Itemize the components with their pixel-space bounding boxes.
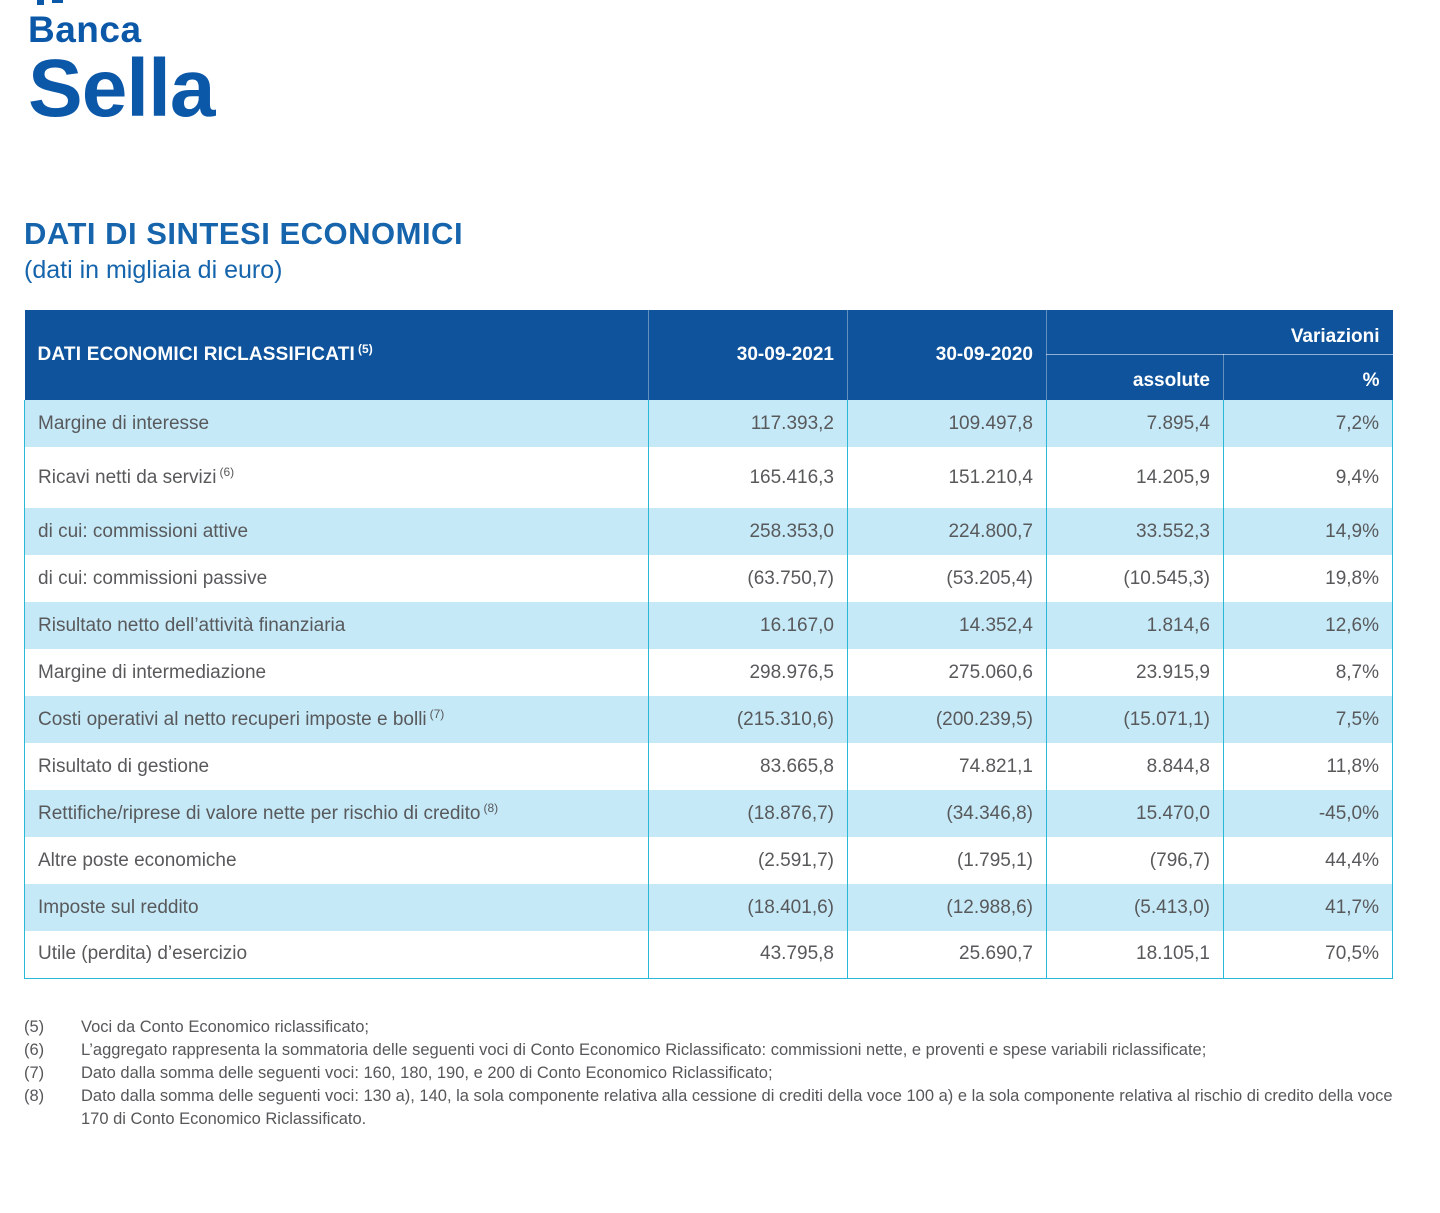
row-label-text: Utile (perdita) d’esercizio [38, 943, 248, 965]
value-2021: (215.310,6) [649, 696, 848, 743]
value-2020: 109.497,8 [848, 400, 1047, 447]
header-label-text: DATI ECONOMICI RICLASSIFICATI [37, 344, 356, 365]
row-label [25, 649, 649, 696]
header-label-sup: (5) [358, 342, 373, 356]
value-variazione-percentuale: 19,8% [1224, 555, 1393, 602]
row-label [25, 790, 649, 837]
row-label [25, 743, 649, 790]
value-variazione-assoluta: (10.545,3) [1047, 555, 1224, 602]
table-header [25, 310, 1393, 400]
value-variazione-percentuale: 7,2% [1224, 400, 1393, 447]
value-2020: 151.210,4 [848, 447, 1047, 508]
value-2020: (12.988,6) [848, 884, 1047, 931]
dati-economici-table [24, 310, 1393, 979]
footnote-number: (6) [24, 1041, 45, 1059]
value-variazione-percentuale: 7,5% [1224, 696, 1393, 743]
table-row [25, 743, 1393, 790]
column-header-2021: 30-09-2021 [649, 310, 848, 400]
header-row-main [25, 310, 1393, 354]
value-2021: 258.353,0 [649, 508, 848, 555]
value-variazione-assoluta: 23.915,9 [1047, 649, 1224, 696]
title-block [24, 217, 463, 285]
value-2020: 14.352,4 [848, 602, 1047, 649]
value-2020: (1.795,1) [848, 837, 1047, 884]
page-subtitle: (dati in migliaia di euro) [24, 256, 283, 284]
row-label-text: Margine di interesse [38, 412, 210, 434]
value-2021: (18.876,7) [649, 790, 848, 837]
row-label [25, 508, 649, 555]
page-crop-artifact [52, 0, 63, 3]
column-header-2020: 30-09-2020 [848, 310, 1047, 400]
row-label-text: di cui: commissioni passive [38, 567, 268, 589]
value-variazione-assoluta: 1.814,6 [1047, 602, 1224, 649]
value-2020: (53.205,4) [848, 555, 1047, 602]
table-row [25, 884, 1393, 931]
value-2021: (2.591,7) [649, 837, 848, 884]
row-label [25, 696, 649, 743]
value-2021: 298.976,5 [649, 649, 848, 696]
row-label-sup: (7) [429, 706, 445, 721]
value-2021: 16.167,0 [649, 602, 848, 649]
logo-sella-text: Sella [28, 43, 215, 134]
value-2021: 83.665,8 [649, 743, 848, 790]
logo-banca-text: Banca [28, 9, 142, 50]
row-label-text: Margine di intermediazione [38, 661, 267, 683]
value-2020: 224.800,7 [848, 508, 1047, 555]
table-row [25, 447, 1393, 508]
value-variazione-assoluta: 7.895,4 [1047, 400, 1224, 447]
footnote-text: Dato dalla somma delle seguenti voci: 160, 180, 190, e 200 di Conto Economico Riclassificato; [81, 1064, 773, 1082]
value-2020: 74.821,1 [848, 743, 1047, 790]
value-variazione-percentuale: 70,5% [1224, 931, 1393, 978]
value-2020: 25.690,7 [848, 931, 1047, 978]
table-row [25, 400, 1393, 447]
column-header-label [25, 310, 649, 400]
footnote [24, 1062, 1408, 1085]
column-header-variazioni: Variazioni [1047, 310, 1393, 354]
footnote-text: Voci da Conto Economico riclassificato; [81, 1018, 369, 1036]
row-label [25, 447, 649, 508]
footnote-number: (8) [24, 1087, 45, 1105]
value-2020: (34.346,8) [848, 790, 1047, 837]
page-crop-artifact [37, 0, 44, 5]
row-label-sup: (8) [483, 800, 499, 815]
row-label-text: di cui: commissioni attive [38, 520, 249, 542]
value-variazione-percentuale: 14,9% [1224, 508, 1393, 555]
value-variazione-percentuale: 8,7% [1224, 649, 1393, 696]
column-header-percent: % [1224, 354, 1393, 400]
footnotes [24, 1016, 1408, 1131]
row-label [25, 602, 649, 649]
value-2021: 43.795,8 [649, 931, 848, 978]
value-variazione-percentuale: 12,6% [1224, 602, 1393, 649]
row-label [25, 837, 649, 884]
value-2020: (200.239,5) [848, 696, 1047, 743]
banca-sella-logo [28, 9, 215, 134]
row-label-text: Costi operativi al netto recuperi imposte e bolli [38, 708, 427, 730]
table-row [25, 790, 1393, 837]
footnote-text: Dato dalla somma delle seguenti voci: 130 a), 140, la sola componente relativa alla cessione di crediti della voce 100 a) e la sola componente relativa al rischio di credito della voce 170 di Conto Economico Riclassificato. [81, 1087, 1393, 1128]
row-label [25, 884, 649, 931]
footnote-number: (5) [24, 1018, 45, 1036]
row-label-text: Ricavi netti da servizi [38, 466, 217, 488]
value-2021: 117.393,2 [649, 400, 848, 447]
table-row [25, 602, 1393, 649]
value-variazione-percentuale: -45,0% [1224, 790, 1393, 837]
value-variazione-assoluta: 14.205,9 [1047, 447, 1224, 508]
page-title: DATI DI SINTESI ECONOMICI [24, 216, 464, 251]
value-variazione-assoluta: 33.552,3 [1047, 508, 1224, 555]
table-row [25, 696, 1393, 743]
row-label-sup: (6) [219, 464, 235, 479]
table-row [25, 649, 1393, 696]
row-label-text: Imposte sul reddito [38, 896, 199, 918]
value-variazione-assoluta: (5.413,0) [1047, 884, 1224, 931]
footnote-number: (7) [24, 1064, 45, 1082]
value-variazione-assoluta: 15.470,0 [1047, 790, 1224, 837]
value-2020: 275.060,6 [848, 649, 1047, 696]
value-2021: (63.750,7) [649, 555, 848, 602]
footnote-text: L’aggregato rappresenta la sommatoria delle seguenti voci di Conto Economico Riclassificato: commissioni nette, e proventi e spese variabili riclassificate; [81, 1041, 1207, 1059]
value-variazione-assoluta: 8.844,8 [1047, 743, 1224, 790]
footnote [24, 1039, 1408, 1062]
value-variazione-assoluta: 18.105,1 [1047, 931, 1224, 978]
value-variazione-percentuale: 44,4% [1224, 837, 1393, 884]
row-label [25, 555, 649, 602]
table-body [25, 400, 1393, 978]
table-row [25, 931, 1393, 978]
value-variazione-assoluta: (796,7) [1047, 837, 1224, 884]
table-row [25, 508, 1393, 555]
value-variazione-percentuale: 11,8% [1224, 743, 1393, 790]
footnote [24, 1085, 1408, 1131]
table-row [25, 837, 1393, 884]
value-variazione-percentuale: 41,7% [1224, 884, 1393, 931]
row-label [25, 931, 649, 978]
row-label-text: Risultato netto dell’attività finanziaria [38, 614, 346, 636]
value-2021: 165.416,3 [649, 447, 848, 508]
table-row [25, 555, 1393, 602]
row-label-text: Rettifiche/riprese di valore nette per rischio di credito [38, 802, 481, 824]
footnote [24, 1016, 1408, 1039]
value-variazione-assoluta: (15.071,1) [1047, 696, 1224, 743]
value-variazione-percentuale: 9,4% [1224, 447, 1393, 508]
row-label [25, 400, 649, 447]
economic-summary-table [24, 310, 1393, 979]
row-label-text: Risultato di gestione [38, 755, 210, 777]
column-header-assolute: assolute [1047, 354, 1224, 400]
row-label-text: Altre poste economiche [38, 849, 237, 871]
value-2021: (18.401,6) [649, 884, 848, 931]
